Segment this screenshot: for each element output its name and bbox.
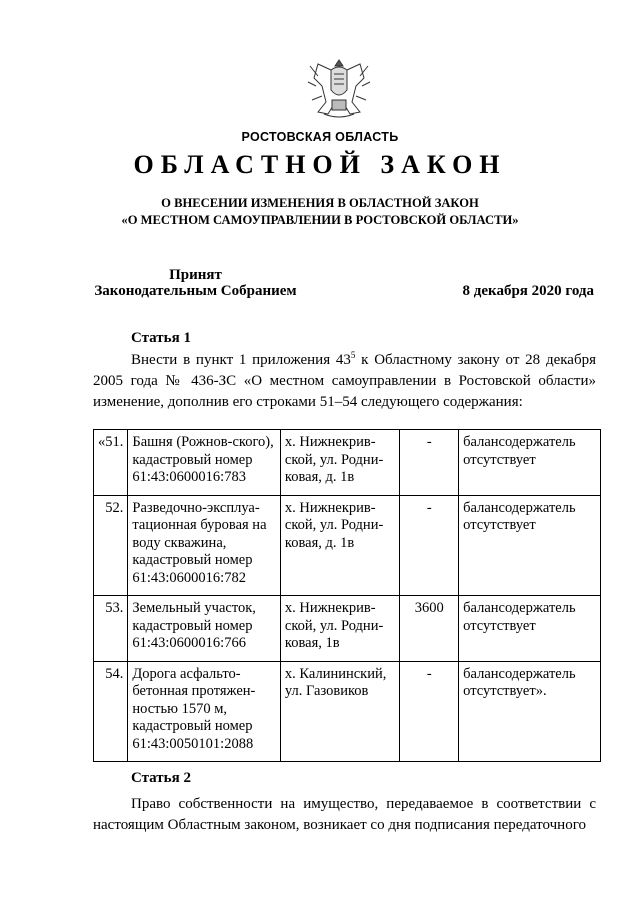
row-number: 52. [94,495,128,596]
property-owner: балансодержатель отсутствует [459,495,601,596]
article-1-text-end: к Областному закону от 28 декабря 2005 года № 436-ЗС «О местном самоуправлении в Ростовской области» изменение, дополнив его строками 51–54 следующего содержания: [93,352,596,410]
region-name: РОСТОВСКАЯ ОБЛАСТЬ [241,130,399,144]
property-name: Разведочно-эксплуа-тационная буровая на воду скважина, кадастровый номер 61:43:0600016:782 [128,495,281,596]
article-1-text-start: Внести в пункт 1 приложения 43 [131,352,351,368]
property-area: 3600 [400,596,459,662]
property-name: Земельный участок, кадастровый номер 61:43:0600016:766 [128,596,281,662]
adoption-date: 8 декабря 2020 года [462,283,594,299]
table-row [94,596,601,662]
property-area: - [400,495,459,596]
article-1-heading: Статья 1 [131,330,191,346]
law-subtitle [0,195,640,229]
property-address: х. Нижнекрив-ской, ул. Родни-ковая, д. 1в [280,495,399,596]
property-address: х. Нижнекрив-ской, ул. Родни-ковая, д. 1в [280,430,399,496]
row-number: 54. [94,661,128,762]
property-owner: балансодержатель отсутствует». [459,661,601,762]
article-2-heading: Статья 2 [131,770,191,786]
coat-of-arms-icon [304,56,374,120]
property-owner: балансодержатель отсутствует [459,430,601,496]
property-area: - [400,430,459,496]
property-area: - [400,661,459,762]
property-address: х. Калининский, ул. Газовиков [280,661,399,762]
row-number: «51. [94,430,128,496]
subtitle-line-2: «О МЕСТНОМ САМОУПРАВЛЕНИИ В РОСТОВСКОЙ ОБЛАСТИ» [121,213,519,227]
row-number: 53. [94,596,128,662]
table-row [94,430,601,496]
adoption-block [93,267,298,299]
table-row [94,495,601,596]
law-type-title: ОБЛАСТНОЙ ЗАКОН [133,150,507,179]
property-owner: балансодержатель отсутствует [459,596,601,662]
subtitle-line-1: О ВНЕСЕНИИ ИЗМЕНЕНИЯ В ОБЛАСТНОЙ ЗАКОН [161,196,479,210]
property-name: Дорога асфальто-бетонная протяжен-ностью 1570 м, кадастровый номер 61:43:0050101:2088 [128,661,281,762]
article-2-text: Право собственности на имущество, передаваемое в соответствии с настоящим Областным законом, возникает со дня подписания передаточного [93,796,596,833]
adoption-line-1: Принят [169,267,222,283]
property-table [93,429,601,762]
property-name: Башня (Рожнов-ского), кадастровый номер 61:43:0600016:783 [128,430,281,496]
property-address: х. Нижнекрив-ской, ул. Родни-ковая, 1в [280,596,399,662]
article-1-text [93,350,596,413]
article-1-superscript: 5 [350,350,356,360]
adoption-line-2: Законодательным Собранием [94,283,297,299]
table-row [94,661,601,762]
